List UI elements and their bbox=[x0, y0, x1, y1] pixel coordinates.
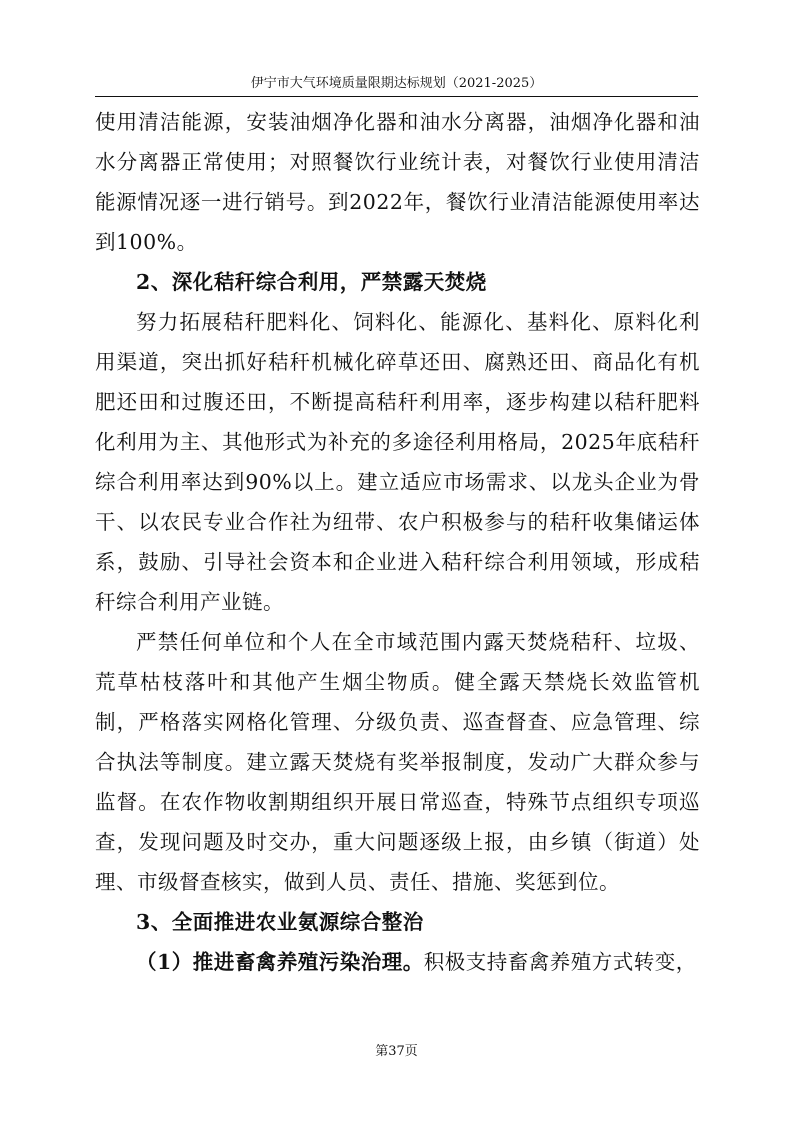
header-divider bbox=[95, 96, 698, 97]
paragraph-catering-clean-energy: 使用清洁能源，安装油烟净化器和油水分离器，油烟净化器和油水分离器正常使用；对照餐饮行业统计表，对餐饮行业使用清洁能源情况逐一进行销号。到2022年，餐饮行业清洁能源使用率达到100%。 bbox=[95, 110, 700, 254]
page-number: 第37页 bbox=[375, 1044, 418, 1059]
subheading-livestock: （1）推进畜禽养殖污染治理。 bbox=[136, 950, 424, 974]
document-body bbox=[95, 102, 700, 982]
section-heading-straw: 2、深化秸秆综合利用，严禁露天焚烧 bbox=[136, 270, 487, 294]
paragraph-open-burning-ban: 严禁任何单位和个人在全市域范围内露天焚烧秸秆、垃圾、荒草枯枝落叶和其他产生烟尘物质。健全露天禁烧长效监管机制，严格落实网格化管理、分级负责、巡查督查、应急管理、综合执法等制度。建立露天焚烧有奖举报制度，发动广大群众参与监督。在农作物收割期组织开展日常巡查，特殊节点组织专项巡查，发现问题及时交办，重大问题逐级上报，由乡镇（街道）处理、市级督查核实，做到人员、责任、措施、奖惩到位。 bbox=[95, 630, 700, 894]
paragraph-livestock-pollution bbox=[95, 942, 700, 982]
section-heading-ammonia: 3、全面推进农业氨源综合整治 bbox=[136, 910, 424, 934]
paragraph-straw-utilization: 努力拓展秸秆肥料化、饲料化、能源化、基料化、原料化利用渠道，突出抓好秸秆机械化碎草还田、腐熟还田、商品化有机肥还田和过腹还田，不断提高秸秆利用率，逐步构建以秸秆肥料化利用为主、其他形式为补充的多途径利用格局，2025年底秸秆综合利用率达到90%以上。建立适应市场需求、以龙头企业为骨干、以农民专业合作社为纽带、农户积极参与的秸秆收集储运体系，鼓励、引导社会资本和企业进入秸秆综合利用领域，形成秸秆综合利用产业链。 bbox=[95, 310, 700, 614]
paragraph-livestock-text: 积极支持畜禽养殖方式转变， bbox=[423, 950, 697, 974]
page-header: 伊宁市大气环境质量限期达标规划（2021-2025） bbox=[250, 76, 543, 91]
